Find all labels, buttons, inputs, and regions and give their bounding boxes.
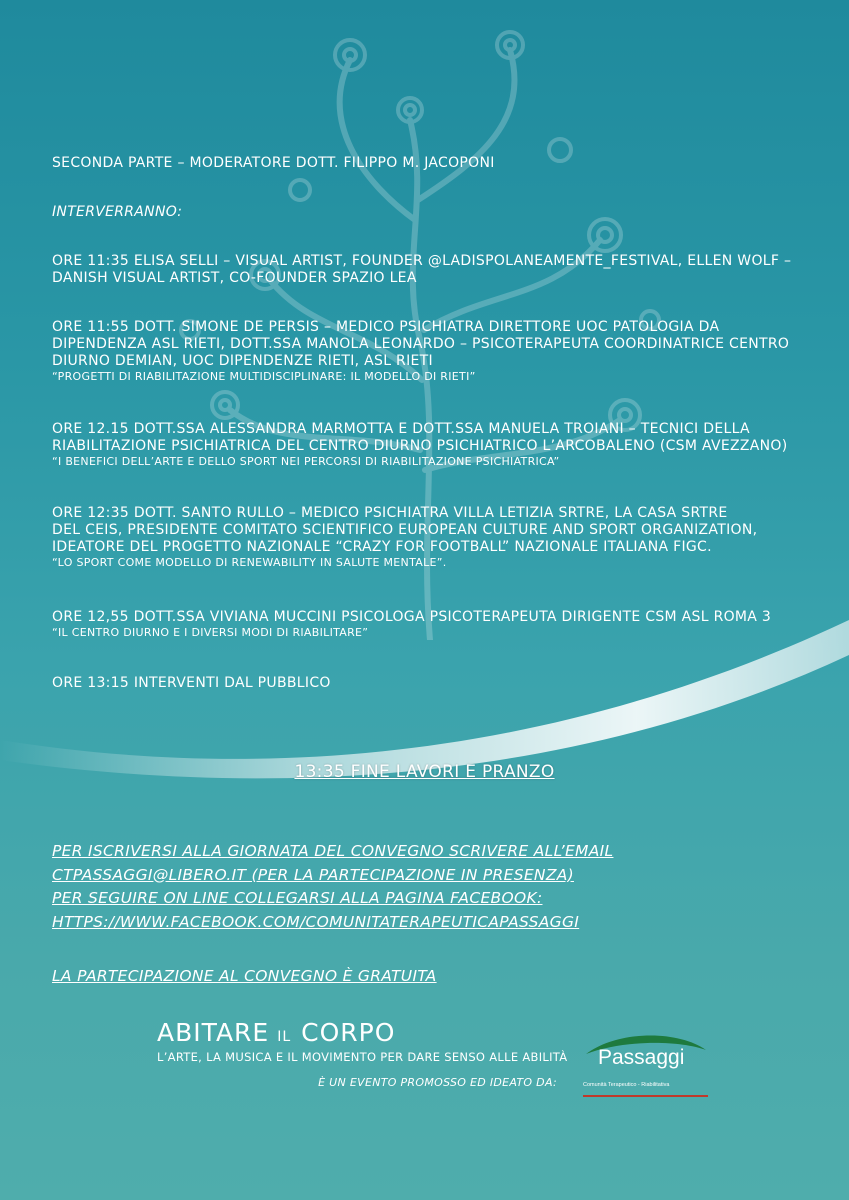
registration-line: PER SEGUIRE ON LINE COLLEGARSI ALLA PAGINA FACEBOOK: xyxy=(52,889,543,907)
program-line: DIURNO DEMIAN, UOC DIPENDENZE RIETI, ASL RIETI xyxy=(52,353,433,369)
program-line: DEL CEIS, PRESIDENTE COMITATO SCIENTIFICO EUROPEAN CULTURE AND SPORT ORGANIZATION, xyxy=(52,522,758,538)
talk-title: “LO SPORT COME MODELLO DI RENEWABILITY IN SALUTE MENTALE”. xyxy=(52,556,447,569)
program-line: ORE 13:15 INTERVENTI DAL PUBBLICO xyxy=(52,675,331,691)
second-part-heading: SECONDA PARTE – MODERATORE DOTT. FILIPPO M. JACOPONI xyxy=(52,155,495,171)
talk-title: “IL CENTRO DIURNO E I DIVERSI MODI DI RIABILITARE” xyxy=(52,626,369,639)
end-of-work-text: 13:35 FINE LAVORI E PRANZO xyxy=(294,762,555,782)
event-title-word: IL xyxy=(277,1029,292,1045)
email-link[interactable]: CTPASSAGGI@LIBERO.IT (PER LA PARTECIPAZIONE IN PRESENZA) xyxy=(52,865,574,884)
program-line: ORE 12:35 DOTT. SANTO RULLO – MEDICO PSICHIATRA VILLA LETIZIA SRTRE, LA CASA SRTRE xyxy=(52,505,728,521)
logo-name: Passaggi xyxy=(598,1046,685,1069)
program-line: DIPENDENZA ASL RIETI, DOTT.SSA MANOLA LEONARDO – PSICOTERAPEUTA COORDINATRICE CENTRO xyxy=(52,336,790,352)
event-subtitle: L’ARTE, LA MUSICA E IL MOVIMENTO PER DARE SENSO ALLE ABILITÀ xyxy=(157,1050,568,1064)
event-title xyxy=(157,1018,395,1047)
promoted-by-text: È UN EVENTO PROMOSSO ED IDEATO DA: xyxy=(318,1076,557,1089)
talk-title: “PROGETTI DI RIABILITAZIONE MULTIDISCIPLINARE: IL MODELLO DI RIETI” xyxy=(52,370,476,383)
program-line: ORE 11:35 ELISA SELLI – VISUAL ARTIST, FOUNDER @LADISPOLANEAMENTE_FESTIVAL, ELLEN WOLF – xyxy=(52,253,792,269)
program-line: ORE 12,55 DOTT.SSA VIVIANA MUCCINI PSICOLOGA PSICOTERAPEUTA DIRIGENTE CSM ASL ROMA 3 xyxy=(52,609,772,625)
program-item xyxy=(52,421,788,469)
program-item xyxy=(52,609,771,640)
logo-tagline: Comunità Terapeutico - Riabilitativa xyxy=(583,1082,670,1088)
event-title-word: CORPO xyxy=(301,1018,396,1047)
program-line: IDEATORE DEL PROGETTO NAZIONALE “CRAZY FOR FOOTBALL” NAZIONALE ITALIANA FIGC. xyxy=(52,539,712,555)
program-item xyxy=(52,505,757,570)
program-item xyxy=(52,253,791,287)
program-line: ORE 12.15 DOTT.SSA ALESSANDRA MARMOTTA E DOTT.SSA MANUELA TROIANI – TECNICI DELLA xyxy=(52,421,750,437)
talk-title: “I BENEFICI DELL’ARTE E DELLO SPORT NEI PERCORSI DI RIABILITAZIONE PSICHIATRICA” xyxy=(52,455,560,468)
program-line: DANISH VISUAL ARTIST, CO-FOUNDER SPAZIO LEA xyxy=(52,270,417,286)
program-line: ORE 11:55 DOTT. SIMONE DE PERSIS – MEDICO PSICHIATRA DIRETTORE UOC PATOLOGIA DA xyxy=(52,319,720,335)
end-of-work-line xyxy=(0,762,849,782)
speakers-intro: INTERVERRANNO: xyxy=(52,204,183,220)
free-participation-note: LA PARTECIPAZIONE AL CONVEGNO È GRATUITA xyxy=(52,967,437,985)
program-line: RIABILITAZIONE PSICHIATRICA DEL CENTRO DIURNO PSICHIATRICO L’ARCOBALENO (CSM AVEZZANO) xyxy=(52,438,788,454)
registration-info xyxy=(52,840,613,934)
registration-line: PER ISCRIVERSI ALLA GIORNATA DEL CONVEGNO SCRIVERE ALL’EMAIL xyxy=(52,842,614,860)
program-item xyxy=(52,675,331,692)
facebook-link[interactable]: HTTPS://WWW.FACEBOOK.COM/COMUNITATERAPEUTICAPASSAGGI xyxy=(52,912,580,931)
program-item xyxy=(52,319,789,384)
event-title-word: ABITARE xyxy=(157,1018,270,1047)
